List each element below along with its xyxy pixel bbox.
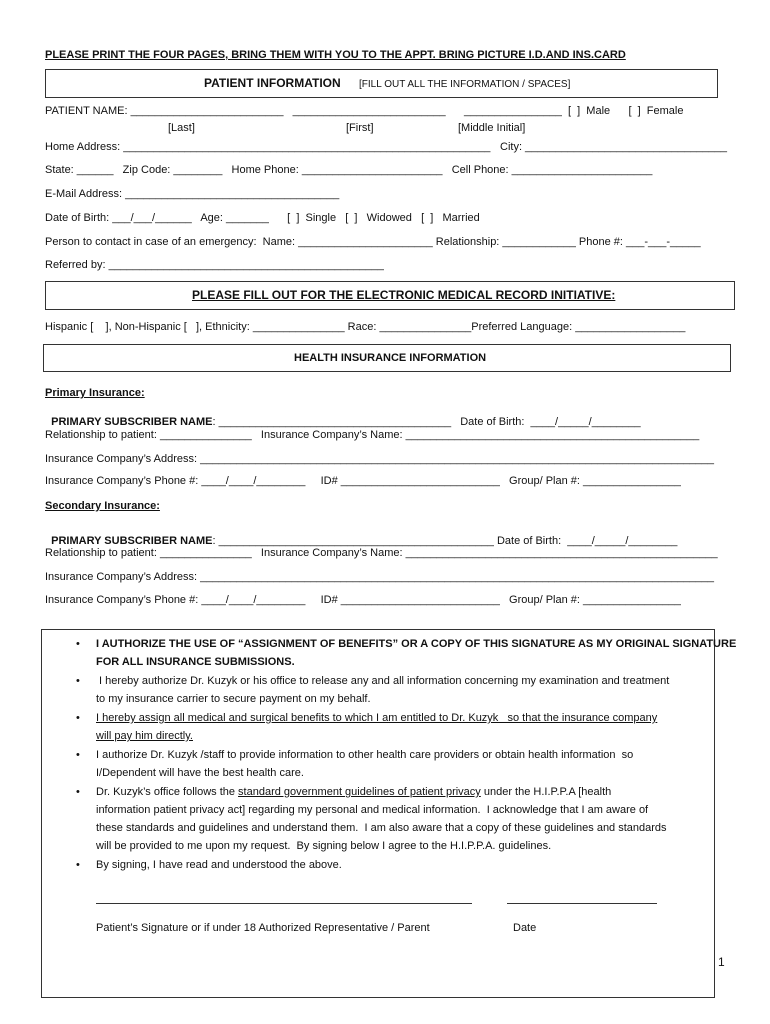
dob-age-status-field[interactable]: Date of Birth: ___/___/______ Age: _______ [ ] Single [ ] Widowed [ ] Married bbox=[45, 212, 480, 224]
secondary-insurance-label: Secondary Insurance: bbox=[45, 500, 160, 512]
release-info-statement: I hereby authorize Dr. Kuzyk or his office to release any and all information concerning my examination and treatment bbox=[96, 675, 670, 687]
referred-by-field[interactable]: Referred by: _____________________________________________ bbox=[45, 259, 384, 271]
primary-insurance-label: Primary Insurance: bbox=[45, 387, 145, 399]
primary-subscriber-rest: : ______________________________________ Date of Birth: ____/_____/________ bbox=[212, 416, 641, 428]
secondary-subscriber-rest: : _____________________________________________ Date of Birth: ____/_____/________ bbox=[212, 535, 678, 547]
hipaa-statement-line2: information patient privacy act] regarding my personal and medical information. I acknowledge that I am aware of bbox=[96, 804, 649, 816]
bullet: • bbox=[76, 859, 80, 871]
name-first-label: [First] bbox=[346, 122, 374, 134]
authorization-statement: I AUTHORIZE THE USE OF “ASSIGNMENT OF BENEFITS” OR A COPY OF THIS SIGNATURE AS MY ORIGINAL SIGNATURE bbox=[96, 638, 737, 650]
ethnicity-race-language-field[interactable]: Hispanic [ ], Non-Hispanic [ ], Ethnicity: _______________ Race: _______________Preferred Language: __________________ bbox=[45, 321, 686, 333]
provide-info-statement: I authorize Dr. Kuzyk /staff to provide information to other health care providers or obtain health information so bbox=[96, 749, 634, 761]
primary-subscriber-field[interactable] bbox=[45, 404, 641, 428]
hipaa-statement-line4: will be provided to me upon my request. By signing below I agree to the H.I.P.P.A. guidelines. bbox=[96, 840, 552, 852]
city-field[interactable]: City: _________________________________ bbox=[500, 141, 727, 153]
patient-name-field[interactable]: PATIENT NAME: _________________________ _________________________ ________________ [ ] Male [ ] Female bbox=[45, 105, 684, 117]
secondary-relationship-field[interactable]: Relationship to patient: _______________ Insurance Company’s Name: ___________________________________________________ bbox=[45, 547, 718, 559]
primary-relationship-field[interactable]: Relationship to patient: _______________ Insurance Company’s Name: ________________________________________________ bbox=[45, 429, 700, 441]
print-instruction: PLEASE PRINT THE FOUR PAGES, BRING THEM WITH YOU TO THE APPT. BRING PICTURE I.D.AND INS.CARD bbox=[45, 49, 626, 61]
name-middle-label: [Middle Initial] bbox=[458, 122, 526, 134]
hipaa-statement-line3: these standards and guidelines and understand them. I am also aware that a copy of these guidelines and standards bbox=[96, 822, 667, 834]
privacy-guidelines-link: standard government guidelines of patient privacy bbox=[238, 786, 481, 798]
secondary-company-address-field[interactable]: Insurance Company’s Address: ____________________________________________________________________________________ bbox=[45, 571, 714, 583]
bullet: • bbox=[76, 638, 80, 650]
insurance-title-box bbox=[43, 344, 731, 372]
bullet: • bbox=[76, 712, 80, 724]
emergency-contact-field[interactable]: Person to contact in case of an emergency: Name: ______________________ Relationship: ____________ Phone #: ___-___-_____ bbox=[45, 236, 701, 248]
hipaa-statement bbox=[96, 786, 611, 798]
emr-title-box bbox=[45, 281, 735, 310]
authorization-statement-cont: FOR ALL INSURANCE SUBMISSIONS. bbox=[96, 656, 295, 668]
home-address-field[interactable]: Home Address: ____________________________________________________________ bbox=[45, 141, 491, 153]
hipaa-statement-post: under the H.I.P.P.A [health bbox=[480, 786, 612, 798]
primary-company-phone-field[interactable]: Insurance Company’s Phone #: ____/____/________ ID# __________________________ Group/ Plan #: ________________ bbox=[45, 475, 681, 487]
date-line[interactable] bbox=[507, 903, 657, 904]
bullet: • bbox=[76, 675, 80, 687]
patient-info-title: PATIENT INFORMATION bbox=[204, 76, 341, 90]
assign-benefits-statement: I hereby assign all medical and surgical benefits to which I am entitled to Dr. Kuzyk so that the insurance company bbox=[96, 712, 658, 724]
assign-benefits-statement-cont: will pay him directly. bbox=[96, 730, 193, 742]
provide-info-statement-cont: I/Dependent will have the best health care. bbox=[96, 767, 304, 779]
insurance-title: HEALTH INSURANCE INFORMATION bbox=[294, 352, 487, 364]
patient-info-title-box bbox=[45, 69, 718, 98]
primary-subscriber-label: PRIMARY SUBSCRIBER NAME bbox=[51, 416, 213, 428]
primary-company-address-field[interactable]: Insurance Company’s Address: ____________________________________________________________________________________ bbox=[45, 453, 714, 465]
page-number: 1 bbox=[718, 955, 725, 969]
release-info-statement-cont: to my insurance carrier to secure payment on my behalf. bbox=[96, 693, 371, 705]
hipaa-statement-pre: Dr. Kuzyk’s office follows the bbox=[96, 786, 239, 798]
patient-info-note: [FILL OUT ALL THE INFORMATION / SPACES] bbox=[359, 79, 571, 90]
emr-title: PLEASE FILL OUT FOR THE ELECTRONIC MEDICAL RECORD INITIATIVE: bbox=[192, 288, 616, 302]
email-field[interactable]: E-Mail Address: ___________________________________ bbox=[45, 188, 340, 200]
signature-line[interactable] bbox=[96, 903, 472, 904]
state-zip-phone-field[interactable]: State: ______ Zip Code: ________ Home Phone: _______________________ Cell Phone: _______________________ bbox=[45, 164, 653, 176]
secondary-subscriber-label: PRIMARY SUBSCRIBER NAME bbox=[51, 535, 213, 547]
bullet: • bbox=[76, 786, 80, 798]
name-last-label: [Last] bbox=[168, 122, 195, 134]
date-label: Date bbox=[513, 922, 537, 934]
secondary-company-phone-field[interactable]: Insurance Company’s Phone #: ____/____/________ ID# __________________________ Group/ Plan #: ________________ bbox=[45, 594, 681, 606]
secondary-subscriber-field[interactable] bbox=[45, 523, 677, 547]
acknowledgement-statement: By signing, I have read and understood the above. bbox=[96, 859, 342, 871]
bullet: • bbox=[76, 749, 80, 761]
signature-label: Patient’s Signature or if under 18 Authorized Representative / Parent bbox=[96, 922, 430, 934]
